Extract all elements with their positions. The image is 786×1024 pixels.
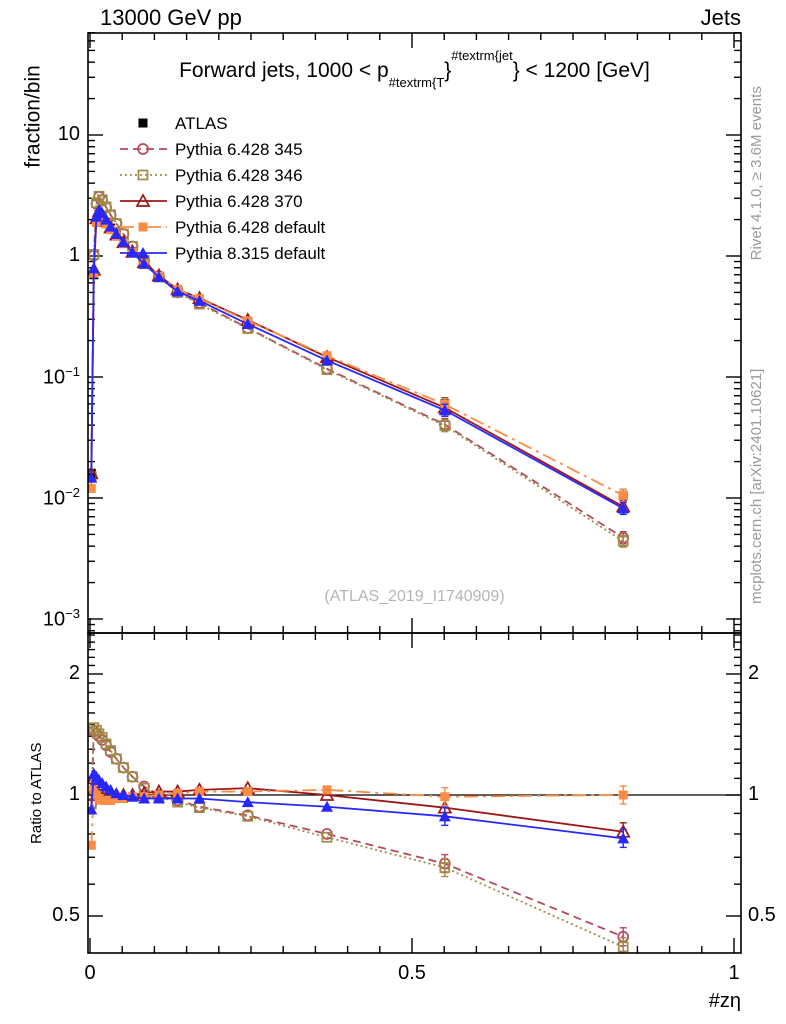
ratio-series-pythia-8-315-default xyxy=(85,768,629,848)
x-axis-label: #zη xyxy=(708,990,741,1012)
legend-item-pythia-6-428-345 xyxy=(120,140,303,159)
x-tick-label: 0.5 xyxy=(398,962,426,984)
title-suffix: } < 1200 [GeV] xyxy=(512,59,650,82)
legend-label-pythia-6-428-345: Pythia 6.428 345 xyxy=(175,140,303,159)
title-prefix: Forward jets, 1000 < p xyxy=(179,59,389,82)
y-ratio-tick-label-left: 2 xyxy=(68,661,80,684)
ratio-panel-series xyxy=(85,723,741,956)
legend-label-pythia-6-428-346: Pythia 6.428 346 xyxy=(175,166,303,185)
plot-title xyxy=(88,48,741,91)
mcplots-reference-note: mcplots.cern.ch [arXiv:2401.10621] xyxy=(747,368,765,604)
y-main-tick-label: $10^{-3}$ xyxy=(42,606,80,631)
legend-item-pythia-6-428-370 xyxy=(120,192,303,211)
y-ratio-tick-label-right: 1 xyxy=(748,783,760,805)
rivet-version-note: Rivet 4.1.0, ≥ 3.6M events xyxy=(747,86,765,261)
y-main-tick-label: 10 xyxy=(57,123,80,145)
y-axis-label-main: fraction/bin xyxy=(21,65,45,168)
series-pythia-6-428-default xyxy=(87,211,628,501)
main-panel-series xyxy=(85,192,629,547)
legend-label-pythia-8-315-default: Pythia 8.315 default xyxy=(175,244,326,263)
y-ratio-tick-label-right: 0.5 xyxy=(748,904,776,926)
y-ratio-tick-label-left: 1 xyxy=(68,783,80,805)
series-atlas xyxy=(87,210,628,501)
legend-label-pythia-6-428-370: Pythia 6.428 370 xyxy=(175,192,303,211)
legend-item-pythia-6-428-346 xyxy=(120,166,303,185)
legend-item-atlas xyxy=(139,114,228,133)
analysis-group-label: Jets xyxy=(700,5,741,30)
y-main-tick-label: 1 xyxy=(68,244,80,266)
y-main-tick-label: $10^{-1}$ xyxy=(42,364,80,389)
y-ratio-tick-label-left: 0.5 xyxy=(52,904,80,926)
ratio-panel-frame xyxy=(88,633,741,953)
y-axis-label-ratio: Ratio to ATLAS xyxy=(27,742,45,844)
x-tick-label: 1 xyxy=(728,962,740,984)
legend-item-pythia-8-315-default xyxy=(120,244,326,263)
legend-label-pythia-6-428-default: Pythia 6.428 default xyxy=(175,218,326,237)
title-brace: } xyxy=(444,59,452,82)
legend xyxy=(120,114,326,263)
title-subscript: #textrm{T xyxy=(388,75,445,91)
ratio-series-pythia-6-428-346 xyxy=(87,723,628,956)
legend-item-pythia-6-428-default xyxy=(120,218,326,237)
x-tick-label: 0 xyxy=(84,962,96,984)
series-pythia-8-315-default xyxy=(85,204,629,514)
y-ratio-tick-label-right: 2 xyxy=(748,661,760,684)
analysis-id-watermark: (ATLAS_2019_I1740909) xyxy=(324,588,505,605)
ratio-series-pythia-6-428-345 xyxy=(86,726,628,945)
y-main-tick-label: $10^{-2}$ xyxy=(42,485,80,510)
ratio-series-pythia-6-428-370 xyxy=(85,772,629,840)
legend-label-atlas: ATLAS xyxy=(175,114,228,133)
title-superscript: #textrm{jet xyxy=(451,48,513,63)
beam-label: 13000 GeV pp xyxy=(100,5,242,30)
